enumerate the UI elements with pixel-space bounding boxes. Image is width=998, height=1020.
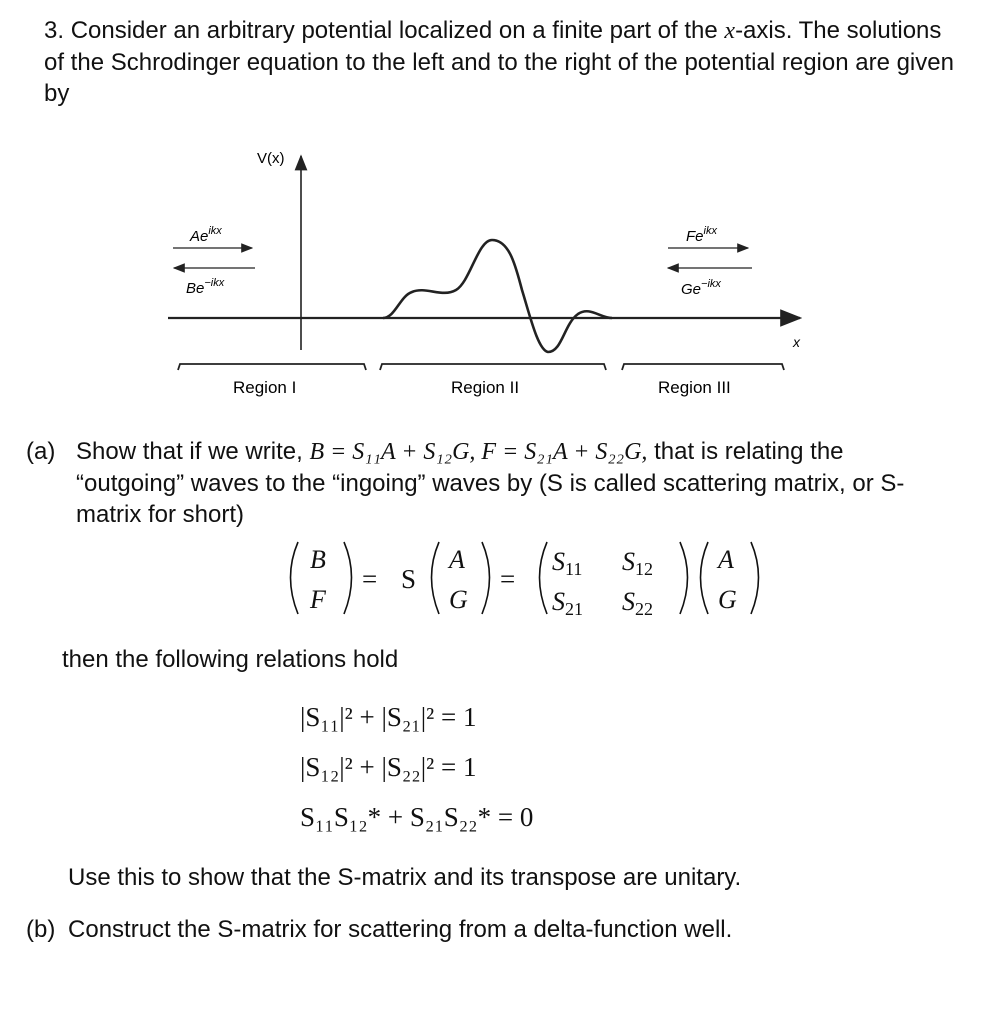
- x-variable: x: [724, 18, 736, 44]
- part-a-label: (a): [26, 438, 56, 465]
- part-b: [26, 914, 732, 945]
- use-text: Use this to show that the S-matrix and its transpose are unitary.: [68, 864, 742, 891]
- vec-G-2: G: [718, 585, 737, 614]
- vec-A-1: A: [449, 545, 465, 574]
- relation-1: |S₁₁|² + |S₂₁|² = 1: [300, 702, 477, 732]
- vec-G-1: G: [449, 585, 468, 614]
- intro-text-b: -axis. The solutions of the Schrodinger equation to the left and to the right of the potential region are given by: [44, 17, 954, 107]
- problem-number: 3.: [44, 17, 65, 44]
- y-axis-label: V(x): [257, 150, 285, 167]
- paren-1-left: [291, 542, 299, 614]
- paren-2-right: [482, 542, 490, 614]
- relation-3: S₁₁S₁₂* + S₂₁S₂₂* = 0: [300, 802, 534, 832]
- matrix-S12: S12: [622, 547, 653, 579]
- region-1-bracket: [178, 364, 366, 370]
- part-a-body: [76, 436, 951, 530]
- paren-4-right: [751, 542, 759, 614]
- paren-3-left: [540, 542, 548, 614]
- part-b-label: (b): [26, 916, 56, 943]
- then-text: then the following relations hold: [62, 646, 399, 673]
- matrix-equation: [0, 530, 998, 640]
- matrix-S11: S11: [552, 547, 583, 579]
- x-axis-label: x: [793, 334, 800, 350]
- part-a-text-2: that is relating the “outgoing” waves to the “ingoing” waves by (S is called scattering matrix, or S-matrix for short): [76, 438, 905, 528]
- part-a-text-1: Show that if we write,: [76, 438, 303, 465]
- paren-2-left: [432, 542, 440, 614]
- relation-2: |S₁₂|² + |S₂₂|² = 1: [300, 752, 477, 782]
- region-3-label: Region III: [658, 378, 731, 397]
- paren-3-right: [680, 542, 688, 614]
- paren-1-right: [344, 542, 352, 614]
- vec-F: F: [310, 585, 326, 614]
- wave-A-label: $Ae^{ikx}$: [190, 225, 222, 245]
- equals-2: =: [500, 564, 516, 594]
- equals-1: =: [362, 564, 378, 594]
- wave-F-label: $Fe^{ikx}$: [686, 225, 717, 245]
- intro-text-a: Consider an arbitrary potential localized on a finite part of the: [70, 17, 718, 44]
- part-a-equation: B = S₁₁A + S₁₂G, F = S₂₁A + S₂₂G,: [309, 439, 648, 465]
- region-1-label: Region I: [233, 378, 297, 397]
- region-2-label: Region II: [451, 378, 520, 397]
- matrix-S-symbol: S: [401, 564, 417, 594]
- potential-curve: [383, 240, 612, 352]
- region-3-bracket: [622, 364, 784, 370]
- wave-G-label: $Ge^{-ikx}$: [681, 278, 721, 298]
- part-b-text: Construct the S-matrix for scattering from a delta-function well.: [68, 916, 733, 943]
- region-2-bracket: [380, 364, 606, 370]
- matrix-S22: S22: [622, 587, 653, 619]
- potential-figure: [0, 0, 998, 420]
- wave-B-label: $Be^{-ikx}$: [186, 277, 225, 297]
- matrix-S21: S21: [552, 587, 583, 619]
- vec-A-2: A: [718, 545, 734, 574]
- paren-4-left: [701, 542, 709, 614]
- vec-B: B: [310, 545, 326, 574]
